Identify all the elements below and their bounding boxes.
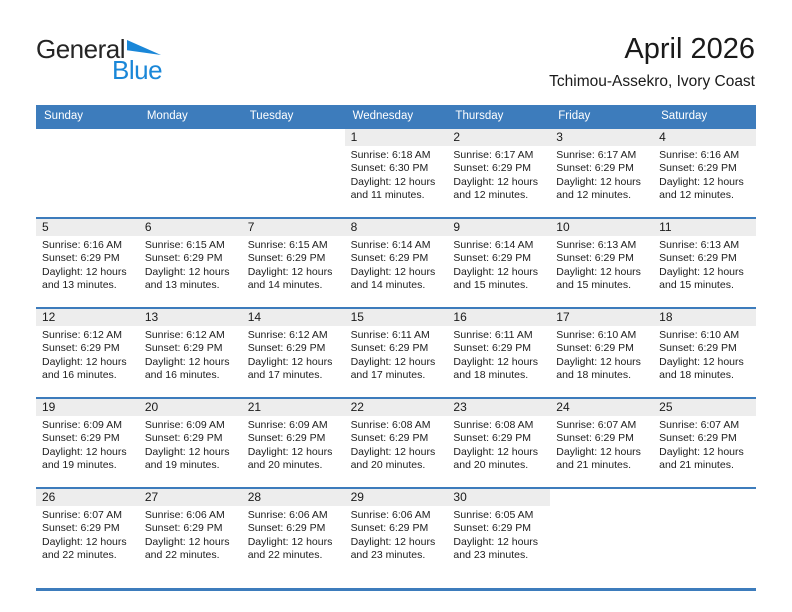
- day-details: [550, 146, 653, 203]
- day-info-line: Daylight: 12 hours: [42, 265, 127, 278]
- day-info-line: and 13 minutes.: [144, 279, 220, 292]
- day-info-line: Daylight: 12 hours: [659, 265, 744, 278]
- day-details: [139, 326, 242, 383]
- day-info-line: Sunrise: 6:17 AM: [556, 149, 637, 161]
- day-info-line: and 20 minutes.: [247, 459, 323, 472]
- day-info-line: and 17 minutes.: [350, 369, 426, 382]
- day-info-line: Daylight: 12 hours: [42, 445, 127, 458]
- day-info-line: Sunset: 6:29 PM: [144, 432, 223, 445]
- date-number: 13: [139, 309, 242, 326]
- day-info-line: and 14 minutes.: [247, 279, 323, 292]
- day-info-line: and 20 minutes.: [350, 459, 426, 472]
- day-details: [36, 236, 139, 293]
- day-details: [550, 416, 653, 473]
- day-cell-15: [345, 309, 448, 397]
- day-info-line: Daylight: 12 hours: [453, 445, 539, 458]
- day-info-line: Sunrise: 6:08 AM: [350, 419, 431, 431]
- day-info-line: and 17 minutes.: [247, 369, 323, 382]
- date-number: 4: [653, 129, 756, 146]
- date-number: 5: [36, 219, 139, 236]
- day-info-line: Daylight: 12 hours: [350, 175, 436, 188]
- day-info-line: Sunrise: 6:16 AM: [42, 239, 122, 251]
- weekday-tuesday: Tuesday: [249, 110, 294, 122]
- day-info-line: and 22 minutes.: [247, 549, 323, 562]
- date-number: 26: [36, 489, 139, 506]
- day-details: [242, 236, 345, 293]
- day-info-line: Daylight: 12 hours: [42, 355, 127, 368]
- day-info-line: Sunset: 6:29 PM: [453, 162, 532, 175]
- day-details: [345, 506, 448, 563]
- day-info-line: Daylight: 12 hours: [247, 445, 333, 458]
- day-info-line: Sunset: 6:29 PM: [350, 252, 429, 265]
- day-info-line: Sunset: 6:30 PM: [350, 162, 429, 175]
- day-info-line: Sunset: 6:29 PM: [247, 342, 326, 355]
- empty-cell: [653, 489, 756, 588]
- day-info-line: Sunset: 6:29 PM: [350, 342, 429, 355]
- day-details: [447, 236, 550, 293]
- day-info-line: Sunset: 6:29 PM: [42, 342, 120, 355]
- day-info-line: Sunrise: 6:16 AM: [659, 149, 740, 161]
- day-info-line: Sunrise: 6:12 AM: [42, 329, 122, 341]
- day-details: [242, 416, 345, 473]
- week-row-5: [36, 487, 756, 588]
- day-info-line: Sunset: 6:29 PM: [453, 252, 532, 265]
- day-cell-30: [447, 489, 550, 588]
- date-number: 2: [447, 129, 550, 146]
- weekday-thursday: Thursday: [455, 110, 504, 122]
- day-info-line: Sunrise: 6:06 AM: [350, 509, 431, 521]
- day-details: [345, 416, 448, 473]
- day-info-line: Sunrise: 6:13 AM: [659, 239, 740, 251]
- day-cell-17: [550, 309, 653, 397]
- date-number: 1: [345, 129, 448, 146]
- calendar-weeks: [36, 127, 756, 588]
- empty-cell: [242, 129, 345, 217]
- general-blue-logo: [36, 36, 162, 83]
- day-info-line: Sunrise: 6:08 AM: [453, 419, 534, 431]
- date-number: 9: [447, 219, 550, 236]
- date-number: 6: [139, 219, 242, 236]
- day-cell-7: [242, 219, 345, 307]
- day-cell-12: [36, 309, 139, 397]
- day-info-line: and 22 minutes.: [42, 549, 117, 562]
- day-details: [242, 326, 345, 383]
- date-number: 24: [550, 399, 653, 416]
- day-info-line: Sunset: 6:29 PM: [453, 522, 532, 535]
- day-info-line: Sunset: 6:29 PM: [556, 342, 634, 355]
- day-info-line: Sunrise: 6:06 AM: [144, 509, 225, 521]
- calendar-table: [36, 105, 756, 591]
- day-details: [345, 236, 448, 293]
- day-cell-19: [36, 399, 139, 487]
- day-info-line: Daylight: 12 hours: [453, 535, 539, 548]
- day-info-line: Sunrise: 6:07 AM: [659, 419, 740, 431]
- day-info-line: and 14 minutes.: [350, 279, 426, 292]
- day-details: [653, 416, 756, 473]
- week-row-3: [36, 307, 756, 397]
- day-info-line: Sunrise: 6:11 AM: [453, 329, 533, 341]
- day-info-line: and 18 minutes.: [453, 369, 529, 382]
- day-info-line: Sunrise: 6:11 AM: [350, 329, 430, 341]
- day-details: [139, 506, 242, 563]
- day-info-line: Daylight: 12 hours: [144, 535, 230, 548]
- day-info-line: Sunrise: 6:09 AM: [247, 419, 328, 431]
- weekday-friday: Friday: [558, 110, 591, 122]
- day-details: [550, 326, 653, 383]
- day-info-line: Daylight: 12 hours: [453, 175, 539, 188]
- day-info-line: Daylight: 12 hours: [144, 355, 230, 368]
- day-info-line: and 23 minutes.: [350, 549, 426, 562]
- day-info-line: Sunset: 6:29 PM: [453, 342, 532, 355]
- day-info-line: Sunrise: 6:12 AM: [247, 329, 328, 341]
- date-number: 14: [242, 309, 345, 326]
- day-info-line: and 22 minutes.: [144, 549, 220, 562]
- day-info-line: and 15 minutes.: [453, 279, 529, 292]
- week-row-1: [36, 127, 756, 217]
- day-info-line: Daylight: 12 hours: [144, 445, 230, 458]
- day-details: [653, 326, 756, 383]
- day-cell-20: [139, 399, 242, 487]
- day-cell-6: [139, 219, 242, 307]
- day-details: [447, 146, 550, 203]
- day-info-line: Sunset: 6:29 PM: [453, 432, 532, 445]
- day-info-line: Sunset: 6:29 PM: [659, 342, 737, 355]
- day-details: [447, 416, 550, 473]
- day-cell-10: [550, 219, 653, 307]
- logo-text-general: General: [36, 34, 125, 64]
- day-info-line: Sunset: 6:29 PM: [42, 432, 120, 445]
- day-cell-24: [550, 399, 653, 487]
- date-number: 23: [447, 399, 550, 416]
- day-info-line: and 16 minutes.: [42, 369, 117, 382]
- week-row-4: [36, 397, 756, 487]
- day-info-line: Sunrise: 6:10 AM: [659, 329, 740, 341]
- date-number: 27: [139, 489, 242, 506]
- day-info-line: Sunset: 6:29 PM: [659, 162, 737, 175]
- day-cell-1: [345, 129, 448, 217]
- day-cell-14: [242, 309, 345, 397]
- weekday-saturday: Saturday: [661, 110, 708, 122]
- empty-cell: [550, 489, 653, 588]
- date-number: 19: [36, 399, 139, 416]
- day-cell-29: [345, 489, 448, 588]
- day-info-line: Daylight: 12 hours: [453, 355, 539, 368]
- date-strip-empty: [139, 129, 242, 146]
- day-info-line: Daylight: 12 hours: [556, 445, 641, 458]
- weekday-sunday: Sunday: [44, 110, 84, 122]
- day-info-line: Sunset: 6:29 PM: [556, 432, 634, 445]
- day-info-line: Sunset: 6:29 PM: [42, 252, 120, 265]
- date-number: 20: [139, 399, 242, 416]
- date-number: 16: [447, 309, 550, 326]
- day-info-line: and 12 minutes.: [453, 189, 529, 202]
- date-number: 29: [345, 489, 448, 506]
- title-block: [549, 33, 755, 91]
- day-info-line: Sunset: 6:29 PM: [144, 252, 223, 265]
- date-number: 25: [653, 399, 756, 416]
- day-info-line: Sunrise: 6:07 AM: [556, 419, 637, 431]
- day-details: [653, 236, 756, 293]
- day-info-line: Sunrise: 6:09 AM: [42, 419, 122, 431]
- day-info-line: and 18 minutes.: [659, 369, 734, 382]
- day-info-line: Sunrise: 6:13 AM: [556, 239, 637, 251]
- day-info-line: and 21 minutes.: [659, 459, 734, 472]
- date-strip-empty: [653, 489, 756, 506]
- day-details: [345, 146, 448, 203]
- weekday-wednesday: Wednesday: [352, 110, 414, 122]
- day-details: [550, 236, 653, 293]
- day-info-line: Daylight: 12 hours: [659, 175, 744, 188]
- day-info-line: and 19 minutes.: [42, 459, 117, 472]
- day-info-line: Sunrise: 6:14 AM: [453, 239, 534, 251]
- day-info-line: Daylight: 12 hours: [453, 265, 539, 278]
- day-info-line: and 19 minutes.: [144, 459, 220, 472]
- day-info-line: and 12 minutes.: [659, 189, 734, 202]
- day-info-line: Sunset: 6:29 PM: [247, 252, 326, 265]
- day-cell-23: [447, 399, 550, 487]
- day-info-line: and 18 minutes.: [556, 369, 631, 382]
- day-info-line: Daylight: 12 hours: [659, 355, 744, 368]
- month-title: April 2026: [624, 33, 755, 65]
- day-cell-27: [139, 489, 242, 588]
- day-info-line: and 12 minutes.: [556, 189, 631, 202]
- day-cell-18: [653, 309, 756, 397]
- day-info-line: and 16 minutes.: [144, 369, 220, 382]
- date-number: 22: [345, 399, 448, 416]
- day-info-line: Daylight: 12 hours: [247, 265, 333, 278]
- day-details: [242, 506, 345, 563]
- day-info-line: Sunrise: 6:15 AM: [144, 239, 225, 251]
- day-cell-13: [139, 309, 242, 397]
- empty-cell: [36, 129, 139, 217]
- day-info-line: Sunrise: 6:09 AM: [144, 419, 225, 431]
- day-details: [36, 416, 139, 473]
- day-details: [36, 506, 139, 563]
- day-info-line: Daylight: 12 hours: [556, 355, 641, 368]
- day-details: [139, 236, 242, 293]
- date-number: 28: [242, 489, 345, 506]
- day-details: [139, 416, 242, 473]
- date-number: 10: [550, 219, 653, 236]
- day-info-line: Sunrise: 6:18 AM: [350, 149, 431, 161]
- day-info-line: Sunset: 6:29 PM: [350, 432, 429, 445]
- logo-triangle-icon: [127, 40, 161, 55]
- day-cell-26: [36, 489, 139, 588]
- date-number: 8: [345, 219, 448, 236]
- day-info-line: Daylight: 12 hours: [350, 355, 436, 368]
- day-cell-3: [550, 129, 653, 217]
- date-number: 18: [653, 309, 756, 326]
- day-info-line: Sunset: 6:29 PM: [144, 342, 223, 355]
- day-info-line: Sunset: 6:29 PM: [659, 432, 737, 445]
- date-number: 7: [242, 219, 345, 236]
- day-cell-21: [242, 399, 345, 487]
- date-strip-empty: [36, 129, 139, 146]
- date-number: 11: [653, 219, 756, 236]
- day-info-line: Daylight: 12 hours: [247, 535, 333, 548]
- day-info-line: Sunrise: 6:17 AM: [453, 149, 534, 161]
- day-details: [447, 326, 550, 383]
- day-info-line: Sunrise: 6:12 AM: [144, 329, 225, 341]
- day-info-line: Daylight: 12 hours: [659, 445, 744, 458]
- date-number: 21: [242, 399, 345, 416]
- day-info-line: Sunrise: 6:05 AM: [453, 509, 534, 521]
- day-cell-5: [36, 219, 139, 307]
- date-number: 17: [550, 309, 653, 326]
- week-row-2: [36, 217, 756, 307]
- day-info-line: Sunrise: 6:10 AM: [556, 329, 637, 341]
- day-info-line: Daylight: 12 hours: [350, 265, 436, 278]
- logo-text-blue: Blue: [112, 55, 163, 85]
- day-info-line: and 11 minutes.: [350, 189, 425, 202]
- day-cell-16: [447, 309, 550, 397]
- day-cell-25: [653, 399, 756, 487]
- date-number: 30: [447, 489, 550, 506]
- day-cell-8: [345, 219, 448, 307]
- day-info-line: Daylight: 12 hours: [556, 265, 641, 278]
- day-info-line: Daylight: 12 hours: [350, 445, 436, 458]
- weekday-header-row: [36, 105, 756, 127]
- day-info-line: Sunset: 6:29 PM: [42, 522, 120, 535]
- day-info-line: Sunset: 6:29 PM: [350, 522, 429, 535]
- day-info-line: and 15 minutes.: [659, 279, 734, 292]
- day-info-line: and 13 minutes.: [42, 279, 117, 292]
- day-info-line: Daylight: 12 hours: [556, 175, 641, 188]
- location-subtitle: Tchimou-Assekro, Ivory Coast: [549, 73, 755, 91]
- day-info-line: and 15 minutes.: [556, 279, 631, 292]
- day-info-line: Sunset: 6:29 PM: [247, 522, 326, 535]
- day-info-line: Daylight: 12 hours: [144, 265, 230, 278]
- day-cell-22: [345, 399, 448, 487]
- day-info-line: and 20 minutes.: [453, 459, 529, 472]
- day-cell-4: [653, 129, 756, 217]
- day-details: [345, 326, 448, 383]
- day-info-line: Sunrise: 6:14 AM: [350, 239, 431, 251]
- date-number: 12: [36, 309, 139, 326]
- day-info-line: Daylight: 12 hours: [247, 355, 333, 368]
- day-info-line: Daylight: 12 hours: [350, 535, 436, 548]
- day-details: [36, 326, 139, 383]
- empty-cell: [139, 129, 242, 217]
- day-details: [653, 146, 756, 203]
- day-info-line: Sunset: 6:29 PM: [659, 252, 737, 265]
- day-cell-28: [242, 489, 345, 588]
- day-cell-2: [447, 129, 550, 217]
- day-info-line: Sunrise: 6:07 AM: [42, 509, 122, 521]
- day-info-line: Sunrise: 6:15 AM: [247, 239, 328, 251]
- day-cell-9: [447, 219, 550, 307]
- day-info-line: Sunset: 6:29 PM: [556, 162, 634, 175]
- day-info-line: Sunset: 6:29 PM: [247, 432, 326, 445]
- date-number: 15: [345, 309, 448, 326]
- day-info-line: and 21 minutes.: [556, 459, 631, 472]
- day-cell-11: [653, 219, 756, 307]
- day-info-line: and 23 minutes.: [453, 549, 529, 562]
- date-number: 3: [550, 129, 653, 146]
- day-info-line: Sunset: 6:29 PM: [144, 522, 223, 535]
- day-info-line: Daylight: 12 hours: [42, 535, 127, 548]
- day-info-line: Sunrise: 6:06 AM: [247, 509, 328, 521]
- day-info-line: Sunset: 6:29 PM: [556, 252, 634, 265]
- date-strip-empty: [550, 489, 653, 506]
- day-details: [447, 506, 550, 563]
- weekday-monday: Monday: [146, 110, 188, 122]
- date-strip-empty: [242, 129, 345, 146]
